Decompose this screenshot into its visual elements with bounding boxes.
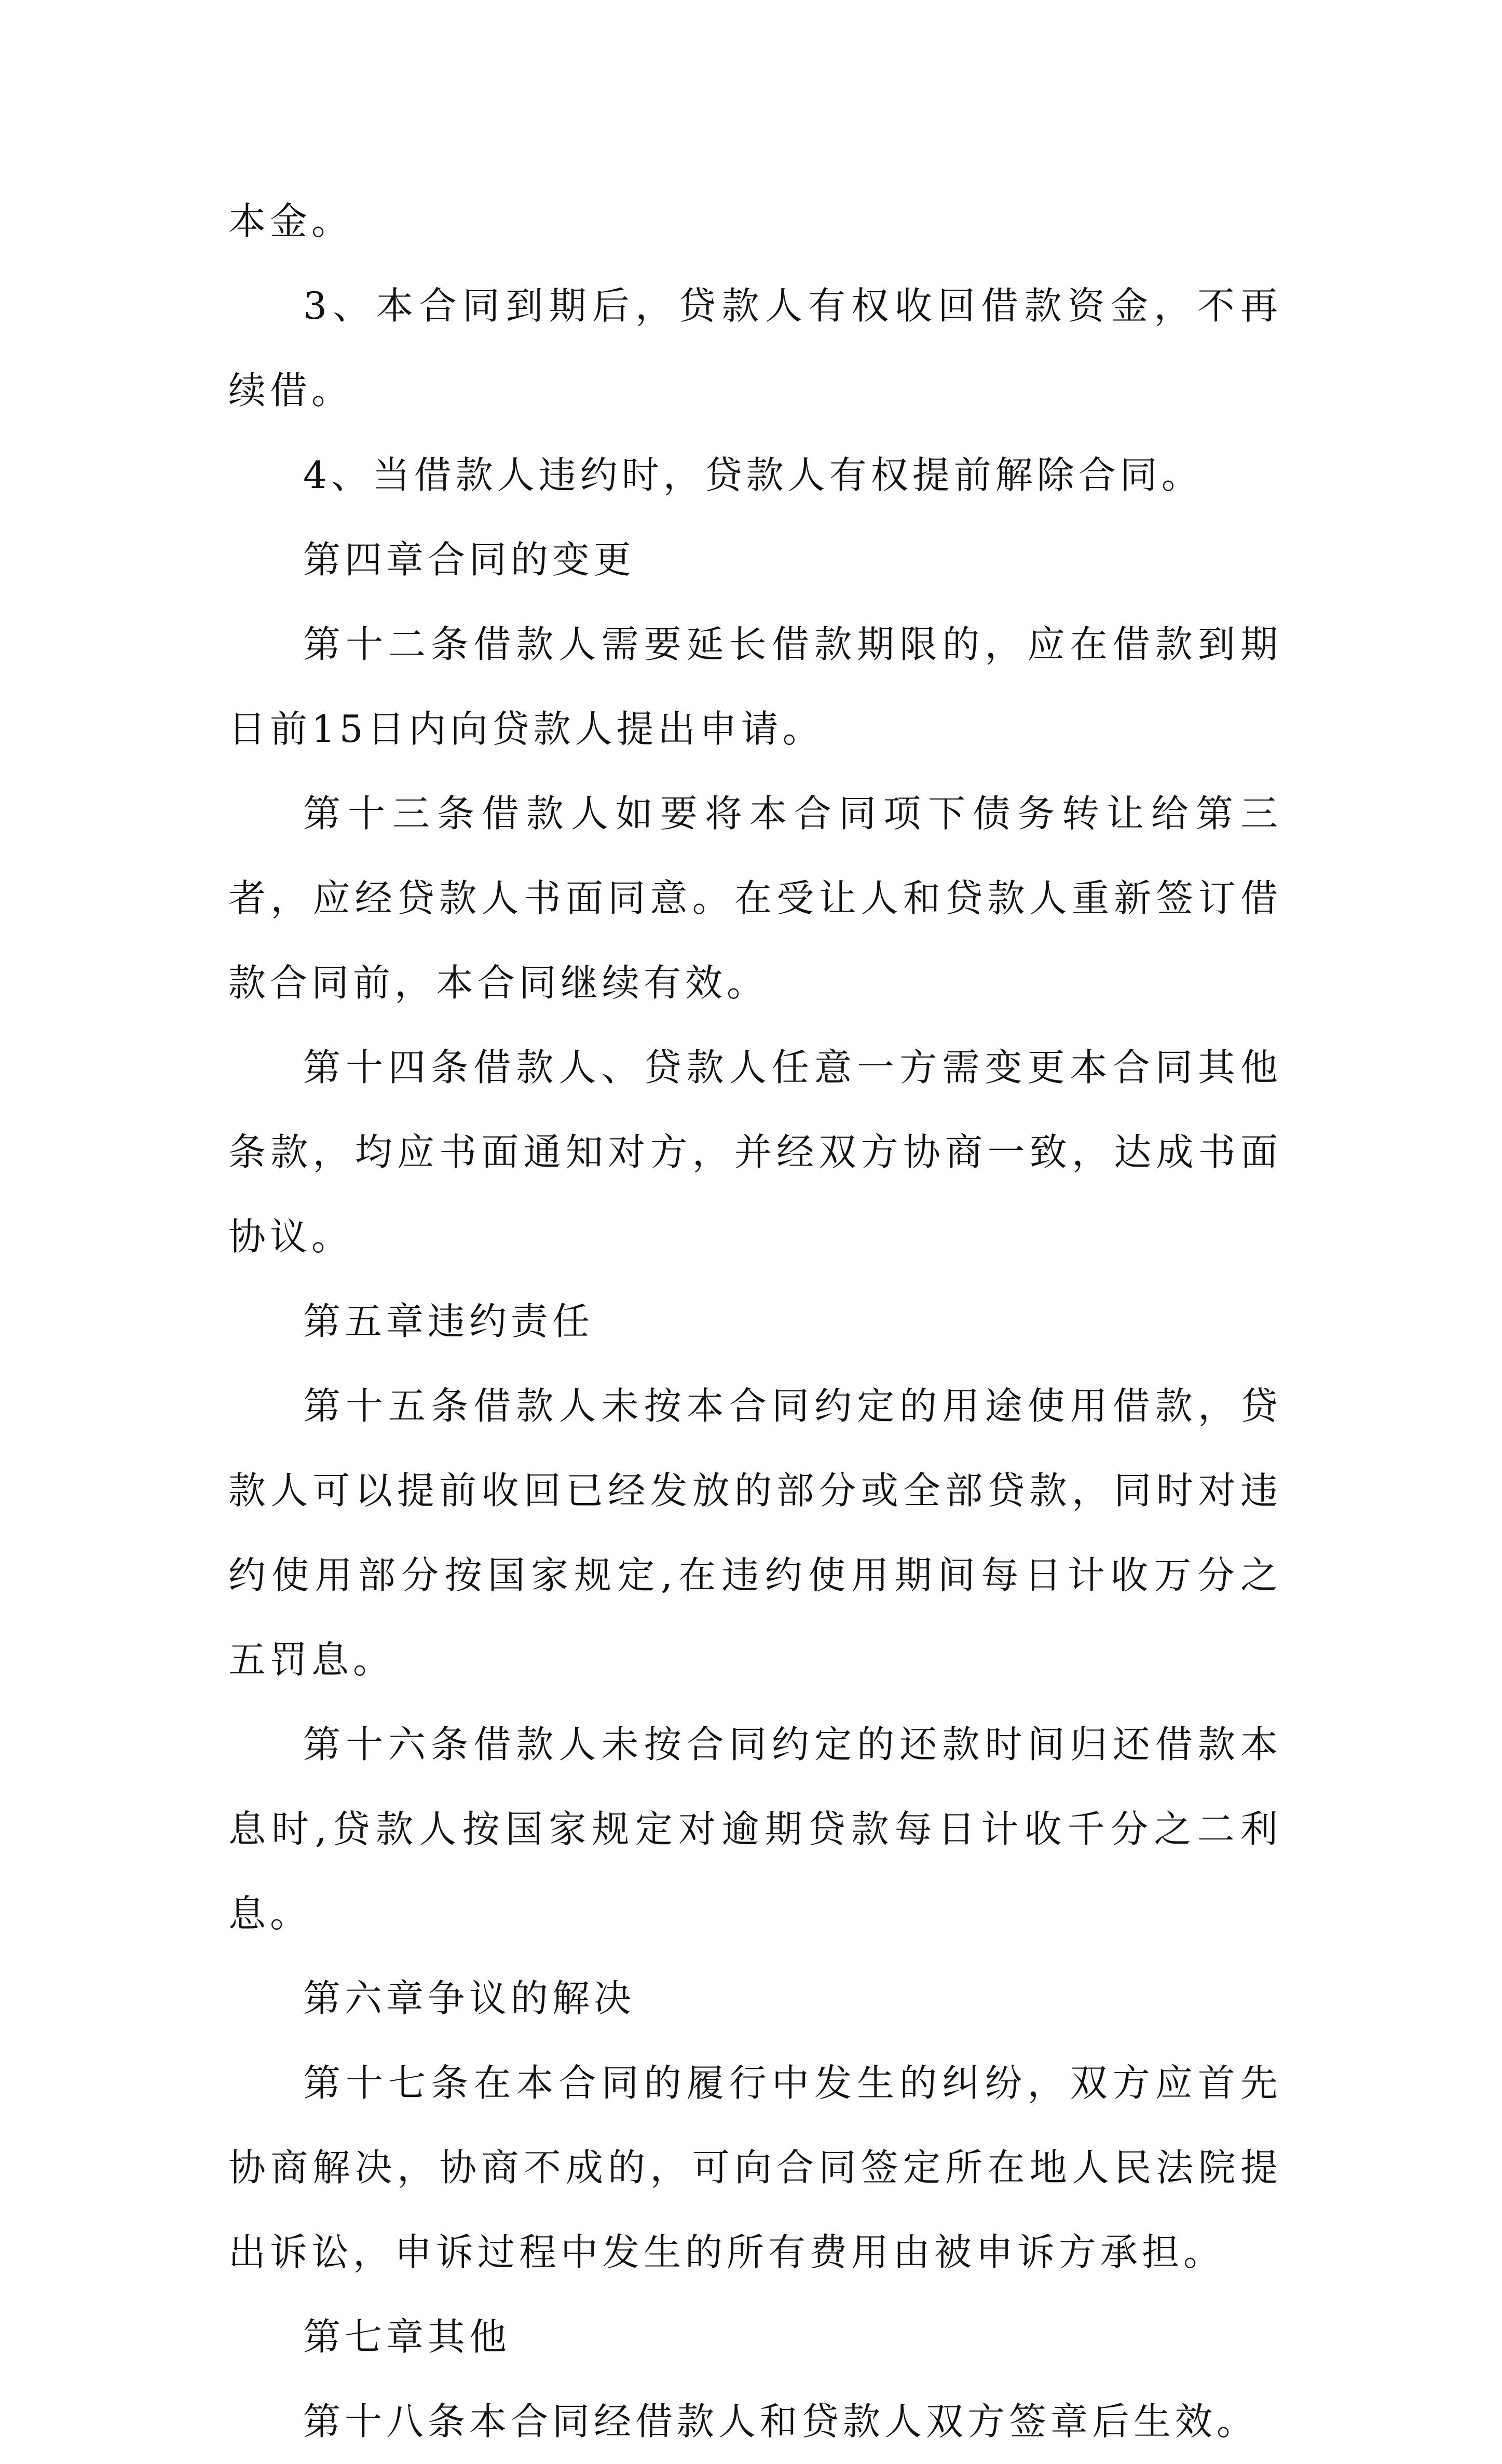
paragraph-article-16: 第十六条借款人未按合同约定的还款时间归还借款本息时,贷款人按国家规定对逾期贷款每日计收千分之二利息。 (228, 1723, 1282, 1935)
paragraph-clause-4: 4、当借款人违约时，贷款人有权提前解除合同。 (303, 453, 1203, 497)
document-body (228, 179, 1282, 2464)
paragraph-continuation: 本金。 (228, 199, 353, 243)
paragraph-clause-3: 3、本合同到期后，贷款人有权收回借款资金，不再续借。 (228, 284, 1282, 412)
paragraph-article-17: 第十七条在本合同的履行中发生的纠纷，双方应首先协商解决，协商不成的，可向合同签定所在地人民法院提出诉讼，申诉过程中发生的所有费用由被申诉方承担。 (228, 2061, 1282, 2274)
paragraph-article-13: 第十三条借款人如要将本合同项下债务转让给第三者，应经贷款人书面同意。在受让人和贷款人重新签订借款合同前，本合同继续有效。 (228, 792, 1282, 1005)
paragraph-article-14: 第十四条借款人、贷款人任意一方需变更本合同其他条款，均应书面通知对方，并经双方协商一致，达成书面协议。 (228, 1046, 1282, 1258)
chapter-heading-6: 第六章争议的解决 (303, 1976, 636, 2020)
chapter-heading-5: 第五章违约责任 (303, 1299, 594, 1343)
chapter-heading-4: 第四章合同的变更 (303, 538, 636, 581)
paragraph-article-12: 第十二条借款人需要延长借款期限的，应在借款到期日前15日内向贷款人提出申请。 (228, 622, 1282, 751)
paragraph-article-15: 第十五条借款人未按本合同约定的用途使用借款，贷款人可以提前收回已经发放的部分或全部贷款，同时对违约使用部分按国家规定,在违约使用期间每日计收万分之五罚息。 (228, 1384, 1282, 1682)
paragraph-article-18: 第十八条本合同经借款人和贷款人双方签章后生效。 (303, 2400, 1259, 2443)
chapter-heading-7: 第七章其他 (303, 2315, 511, 2359)
